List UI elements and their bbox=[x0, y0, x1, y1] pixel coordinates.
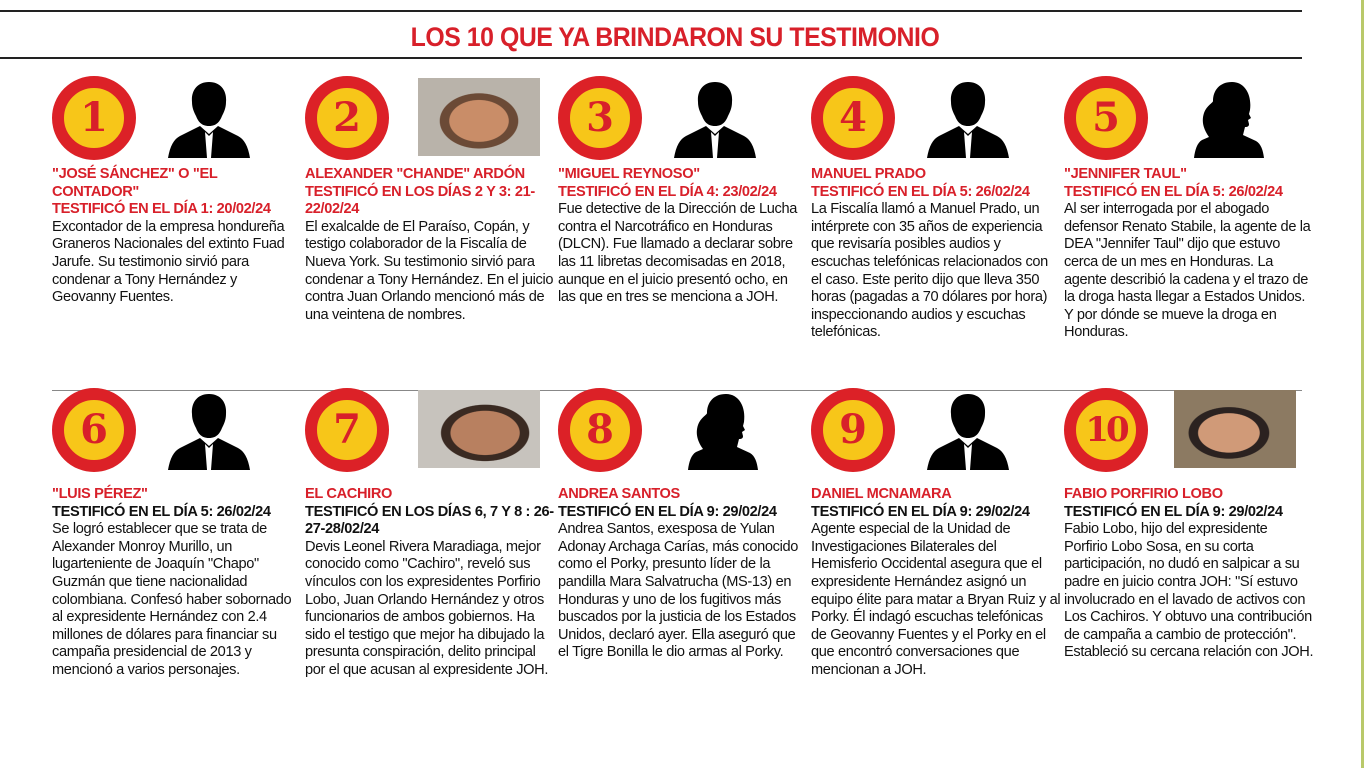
witness-description: Se logró establecer que se trata de Alexander Monroy Murillo, un lugarteniente de Joaquín "Chapo" Guzmán que tiene nacionalidad colombiana. Confesó haber sobornado al expresidente Hernández con 2.4 millones de dólares para financiar su campaña presidencial de 2013 y mencionó a varios personajes. bbox=[52, 521, 292, 678]
number-badge bbox=[558, 388, 642, 472]
badge-number: 7 bbox=[333, 406, 361, 453]
witness-text bbox=[811, 166, 1061, 342]
witness-description: La Fiscalía llamó a Manuel Prado, un intérprete con 35 años de experiencia que revisaría posibles audios y escuchas telefónicas relacionados con el caso. Este perito dijo que lleva 350 horas (pagadas a 70 dólares por hora) inspeccionando audios y escuchas telefónicas. bbox=[811, 201, 1048, 341]
number-badge bbox=[811, 388, 895, 472]
title-rule bbox=[0, 57, 1302, 59]
witness-name: "JOSÉ SÁNCHEZ" O "EL CONTADOR" bbox=[52, 166, 218, 200]
witness-name: FABIO PORFIRIO LOBO bbox=[1064, 486, 1223, 502]
witness-description: Fue detective de la Dirección de Lucha contra el Narcotráfico en Honduras (DLCN). Fue llamado a declarar sobre las 11 libretas decomisadas en 2018, aunque en el juicio presentó ocho, en las que en tres se menciona a JOH. bbox=[558, 201, 797, 306]
number-badge bbox=[52, 76, 136, 160]
male-silhouette-icon bbox=[923, 78, 1013, 158]
witness-description: Excontador de la empresa hondureña Graneros Nacionales del extinto Fuad Jarufe. Su testimonio sirvió para condenar a Tony Hernández y Geovanny Fuentes. bbox=[52, 218, 285, 306]
number-badge bbox=[1064, 76, 1148, 160]
witness-text bbox=[52, 166, 302, 307]
witness-description: Agente especial de la Unidad de Investigaciones Bilaterales del Hemisferio Occidental asegura que el expresidente Hernández asignó un equipo élite para matar a Bryan Ruiz y al Porky. Él indagó escuchas telefónicas de Geovanny Fuentes y el Porky en el que encontró conversaciones que mencionan a JOH. bbox=[811, 521, 1061, 678]
witness-name: EL CACHIRO bbox=[305, 486, 393, 502]
number-badge bbox=[811, 76, 895, 160]
number-badge bbox=[1064, 388, 1148, 472]
witness-name: "JENNIFER TAUL" bbox=[1064, 166, 1187, 182]
female-silhouette-icon bbox=[1182, 78, 1272, 158]
testified-date: TESTIFICÓ EN EL DÍA 9: 29/02/24 bbox=[811, 503, 1030, 520]
badge-number: 2 bbox=[333, 94, 361, 141]
witness-photo bbox=[418, 390, 540, 468]
witness-text bbox=[558, 486, 808, 662]
top-rule bbox=[0, 10, 1302, 12]
witness-text bbox=[305, 486, 555, 680]
male-silhouette-icon bbox=[164, 78, 254, 158]
number-badge bbox=[305, 388, 389, 472]
witness-name: ALEXANDER "CHANDE" ARDÓN bbox=[305, 166, 525, 182]
badge-number: 6 bbox=[80, 406, 108, 453]
badge-number: 8 bbox=[586, 406, 614, 453]
badge-number: 9 bbox=[839, 406, 867, 453]
witness-name: MANUEL PRADO bbox=[811, 166, 926, 182]
witness-name: "MIGUEL REYNOSO" bbox=[558, 166, 700, 182]
testified-date: TESTIFICÓ EN EL DÍA 5: 26/02/24 bbox=[1064, 183, 1283, 200]
testified-date: TESTIFICÓ EN EL DÍA 1: 20/02/24 bbox=[52, 201, 271, 218]
witness-text bbox=[1064, 486, 1314, 662]
number-badge bbox=[558, 76, 642, 160]
number-badge bbox=[305, 76, 389, 160]
badge-number: 5 bbox=[1092, 94, 1120, 141]
badge-number: 1 bbox=[80, 94, 108, 141]
male-silhouette-icon bbox=[923, 390, 1013, 470]
witness-photo bbox=[1174, 390, 1296, 468]
witness-text bbox=[305, 166, 555, 324]
page-title: LOS 10 QUE YA BRINDARON SU TESTIMONIO bbox=[410, 22, 940, 52]
testified-date: TESTIFICÓ EN EL DÍA 9: 29/02/24 bbox=[1064, 503, 1283, 520]
testified-date: TESTIFICÓ EN EL DÍA 5: 26/02/24 bbox=[52, 503, 271, 520]
witness-text bbox=[1064, 166, 1314, 342]
male-silhouette-icon bbox=[670, 78, 760, 158]
number-badge bbox=[52, 388, 136, 472]
witness-description: Andrea Santos, exesposa de Yulan Adonay Archaga Carías, más conocido como el Porky, presunto líder de la pandilla Mara Salvatrucha (MS-13) en Honduras y uno de los fugitivos más buscados por la justicia de los Estados Unidos, declaró ayer. Ella aseguró que el Tigre Bonilla le dio armas al Porky. bbox=[558, 521, 799, 661]
witness-photo bbox=[418, 78, 540, 156]
badge-number: 4 bbox=[839, 94, 867, 141]
male-silhouette-icon bbox=[164, 390, 254, 470]
witness-description: El exalcalde de El Paraíso, Copán, y testigo colaborador de la Fiscalía de Nueva York. Su testimonio sirvió para condenar a Tony Hernández. En el juicio contra Juan Orlando mencionó más de una veintena de nombres. bbox=[305, 218, 554, 323]
page-edge-strip bbox=[1361, 0, 1364, 768]
witness-text bbox=[811, 486, 1061, 680]
testified-date: TESTIFICÓ EN LOS DÍAS 6, 7 Y 8 : 26-27-28/02/24 bbox=[305, 503, 554, 538]
testified-date: TESTIFICÓ EN LOS DÍAS 2 Y 3: 21-22/02/24 bbox=[305, 183, 535, 218]
testified-date: TESTIFICÓ EN EL DÍA 4: 23/02/24 bbox=[558, 183, 777, 200]
testified-date: TESTIFICÓ EN EL DÍA 5: 26/02/24 bbox=[811, 183, 1030, 200]
witness-name: "LUIS PÉREZ" bbox=[52, 486, 148, 502]
badge-number: 3 bbox=[586, 94, 614, 141]
female-silhouette-icon bbox=[676, 390, 766, 470]
witness-name: ANDREA SANTOS bbox=[558, 486, 680, 502]
witness-description: Al ser interrogada por el abogado defensor Renato Stabile, la agente de la DEA "Jennifer Taul" dijo que estuvo cerca de un mes en Honduras. La agente describió la cadena y el trazo de la droga hasta llegar a Estados Unidos. Y por dónde se mueve la droga en Honduras. bbox=[1064, 201, 1311, 341]
witness-text bbox=[52, 486, 302, 680]
witness-name: DANIEL MCNAMARA bbox=[811, 486, 952, 502]
witness-text bbox=[558, 166, 808, 307]
witness-description: Fabio Lobo, hijo del expresidente Porfirio Lobo Sosa, en su corta participación, no dudó en salpicar a su padre en juicio contra JOH: "Sí estuvo involucrado en el lavado de activos con Los Cachiros. Y obtuvo una contribución de campaña a cambio de protección". Estableció su cercana relación con JOH. bbox=[1064, 521, 1314, 661]
badge-number: 10 bbox=[1085, 410, 1127, 450]
witness-description: Devis Leonel Rivera Maradiaga, mejor conocido como "Cachiro", reveló sus vínculos con los expresidentes Porfirio Lobo, Juan Orlando Hernández y otros funcionarios de ambos gobiernos. Ha sido el testigo que mejor ha dibujado la presunta conspiración, delito principal por el que acusan al expresidente JOH. bbox=[305, 538, 549, 678]
testified-date: TESTIFICÓ EN EL DÍA 9: 29/02/24 bbox=[558, 503, 777, 520]
